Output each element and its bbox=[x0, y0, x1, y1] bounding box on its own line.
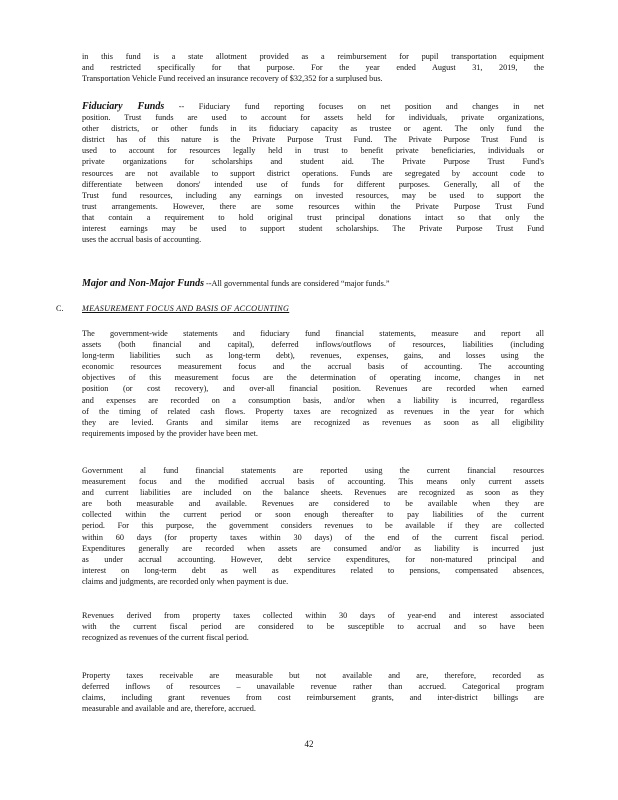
section-heading bbox=[56, 304, 556, 316]
text-line: position. Trust funds are used to account for assets held for individuals, private organizations, bbox=[82, 113, 544, 123]
measurement-paragraph-4 bbox=[82, 670, 544, 714]
fiduciary-funds-paragraph bbox=[82, 101, 544, 245]
text-line: claims and judgments, are recorded only when payment is due. bbox=[82, 576, 289, 586]
section-title: MEASUREMENT FOCUS AND BASIS OF ACCOUNTING bbox=[82, 304, 290, 313]
text-run: -- Fiduciary fund reporting focuses on net position and changes in net bbox=[164, 102, 544, 111]
text-line: interest on long-term debt as well as expenditures related to pensions, compensated absences, bbox=[82, 565, 544, 575]
text-line: The government-wide statements and fiduciary fund financial statements, measure and report all bbox=[82, 329, 544, 338]
text-line: position (or cost recovery), and over-all financial position. Revenues are recorded when earned bbox=[82, 384, 544, 394]
text-line: other districts, or other funds in its fiduciary capacity as trustee or agent. The only fund the bbox=[82, 124, 544, 134]
page-number: 42 bbox=[304, 739, 314, 749]
major-funds-heading: Major and Non-Major Funds bbox=[82, 278, 204, 289]
text-run: --All governmental funds are considered “major funds.” bbox=[203, 279, 390, 288]
text-line: period. For this purpose, the government considers revenues to be available if they are collected bbox=[82, 521, 544, 531]
text-line: assets (both financial and capital), deferred inflows/outflows of resources, liabilities (including bbox=[82, 340, 544, 350]
text-line: Revenues derived from property taxes collected within 30 days of year-end and interest associated bbox=[82, 611, 544, 620]
text-line: measurable and available and are, therefore, accrued. bbox=[82, 704, 256, 714]
text-line: recognized as revenues of the current fiscal period. bbox=[82, 633, 249, 643]
text-line: with the current fiscal period are considered to be susceptible to accrual and so have been bbox=[82, 622, 544, 632]
text-line bbox=[82, 278, 544, 289]
measurement-paragraph-1 bbox=[82, 328, 544, 439]
text-line: collected within the current period or soon enough thereafter to pay liabilities of the current bbox=[82, 510, 544, 520]
text-line: trust arrangements. However, there are some resources within the Private Purpose Trust Fund bbox=[82, 201, 544, 211]
text-line: requirements imposed by the provider have been met. bbox=[82, 428, 258, 438]
measurement-paragraph-2 bbox=[82, 465, 544, 587]
text-line: economic resources measurement focus and the accrual basis of accounting. The accounting bbox=[82, 362, 544, 372]
text-line: resources are not available to support district operations. Funds are segregated by account code to bbox=[82, 168, 544, 178]
text-line: Property taxes receivable are measurable but not available and are, therefore, recorded as bbox=[82, 671, 544, 680]
text-line bbox=[82, 101, 544, 112]
text-line: they are levied. Grants and similar items are recognized as revenues as soon as all eligibility bbox=[82, 417, 544, 427]
text-line: and current liabilities are included on the balance sheets. Revenues are recognized as soon as they bbox=[82, 488, 544, 498]
fiduciary-funds-heading: Fiduciary Funds bbox=[82, 101, 165, 112]
text-line: Expenditures generally are recorded when assets are consumed and/or as liability is incurred just bbox=[82, 543, 544, 553]
text-line: deferred inflows of resources – unavailable revenue rather than accrued. Categorical program bbox=[82, 682, 544, 692]
intro-paragraph bbox=[82, 51, 544, 84]
text-line: district has of this nature is the Private Purpose Trust Fund. The Private Purpose Trust Fund is bbox=[82, 135, 544, 145]
text-line: Government al fund financial statements are reported using the current financial resources bbox=[82, 466, 544, 475]
text-line: and restricted specifically for that purpose. For the year ended August 31, 2019, the bbox=[82, 63, 544, 73]
text-line: that contain a requirement to hold original trust principal donations intact so that only the bbox=[82, 212, 544, 222]
text-line: interest earnings may be used to support student scholarships. The Private Purpose Trust Fund bbox=[82, 224, 544, 234]
text-line: objectives of this measurement focus are the determination of operating income, changes in net bbox=[82, 373, 544, 383]
section-letter: C. bbox=[56, 304, 64, 313]
text-line: private organizations for scholarships and student aid. The Private Purpose Trust Fund's bbox=[82, 157, 544, 167]
text-line: claims, including grant revenues from cost reimbursement grants, and inter-district billings are bbox=[82, 693, 544, 703]
text-line: within 60 days (for property taxes within 30 days) of the end of the current fiscal period. bbox=[82, 532, 544, 542]
text-line: long-term liabilities such as long-term debt), revenues, expenses, gains, and losses using the bbox=[82, 351, 544, 361]
major-funds-paragraph bbox=[82, 278, 544, 289]
text-line: Trust fund resources, including any earnings on invested resources, may be used to support the bbox=[82, 190, 544, 200]
text-line: uses the accrual basis of accounting. bbox=[82, 235, 202, 245]
text-line: are both measurable and available. Revenues are considered to be available when they are bbox=[82, 499, 544, 509]
text-line: differentiate between donors' intended use of funds for different purposes. Generally, all of the bbox=[82, 179, 544, 189]
text-line: measurement focus and the modified accrual basis of accounting. This means only current assets bbox=[82, 477, 544, 487]
measurement-paragraph-3 bbox=[82, 610, 544, 643]
text-line: and expenses are recorded on a consumption basis, and/or when a liability is incurred, regardless bbox=[82, 395, 544, 405]
text-line: Transportation Vehicle Fund received an insurance recovery of $32,352 for a surplused bus. bbox=[82, 74, 383, 84]
text-line: of the timing of related cash flows. Property taxes are recognized as revenues in the year for which bbox=[82, 406, 544, 416]
text-line: used to account for resources legally held in trust to benefit private beneficiaries, individuals or bbox=[82, 146, 544, 156]
text-line: as under accrual accounting. However, debt service expenditures, for non-matured principal and bbox=[82, 554, 544, 564]
text-line: in this fund is a state allotment provided as a reimbursement for pupil transportation equipment bbox=[82, 52, 544, 61]
